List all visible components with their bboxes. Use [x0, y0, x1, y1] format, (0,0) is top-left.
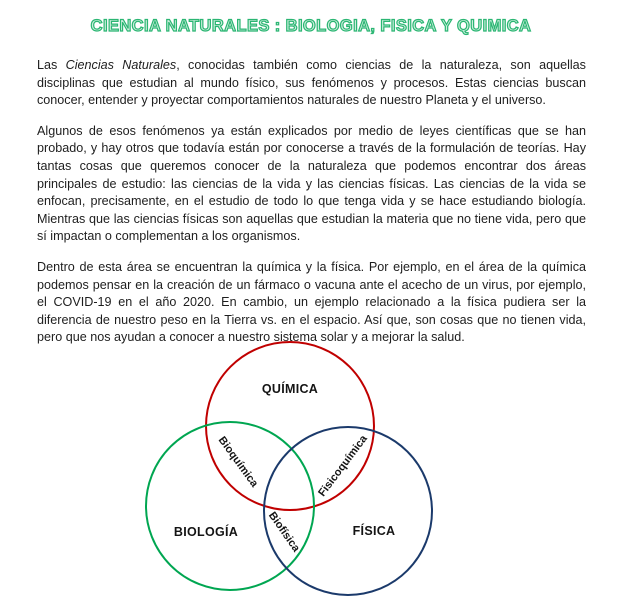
page-title: CIENCIA NATURALES : BIOLOGIA, FISICA Y QUIMICA	[90, 17, 532, 35]
ciencias-naturales-italic: Ciencias Naturales	[65, 58, 177, 72]
quimica-label: QUÍMICA	[261, 382, 319, 396]
paragraph-ejemplos: Dentro de esta área se encuentran la química y la física. Por ejemplo, en el área de la química podemos pensar en la creación de un fármaco o vacuna ante el acecho de un virus, por ejemplo, el COVID-19 en el año 2020. En cambio, un ejemplo relacionado a la física pudiera ser la diferencia de nuestro peso en la Tierra vs. en el espacio. Así que, son cosas que no tienen vida, pero que nos ayudan a conocer a nuestro sistema solar y a mejorar la salud.	[37, 259, 586, 345]
biofisica-intersection-label: Biofísica	[265, 509, 303, 555]
fisicoquimica-intersection-label: Fisicoquímica	[316, 433, 370, 499]
bioquimica-intersection-label: Bioquímica	[215, 434, 261, 490]
paragraph-intro-rest: , conocidas también como ciencias de la naturaleza, son aquellas disciplinas que estudian al mundo físico, sus fenómenos y procesos. Estas ciencias buscan conocer, entender y proyectar comportamientos naturales de nuestro Planeta y el universo.	[37, 58, 586, 108]
biologia-label: BIOLOGÍA	[173, 525, 239, 539]
paragraph-areas-de-estudio: Algunos de esos fenómenos ya están explicados por medio de leyes científicas que se han probado, y hay otros que todavía están por conocerse a través de la formulación de teorías. Hay tantas cosas que queremos conocer de la naturaleza que podemos encontrar dos áreas principales de estudio: las ciencias de la vida y las ciencias físicas. Las ciencias de la vida se enfocan, precisamente, en el estudio de todo lo que tenga vida y se hace estudiando biología. Mientras que las ciencias físicas son aquellas que estudian la materia que no tiene vida, pero que sí impactan o complementan a los organismos.	[37, 123, 586, 244]
paragraph-intro-lead: Las	[37, 58, 66, 72]
fisica-label: FÍSICA	[352, 524, 396, 538]
